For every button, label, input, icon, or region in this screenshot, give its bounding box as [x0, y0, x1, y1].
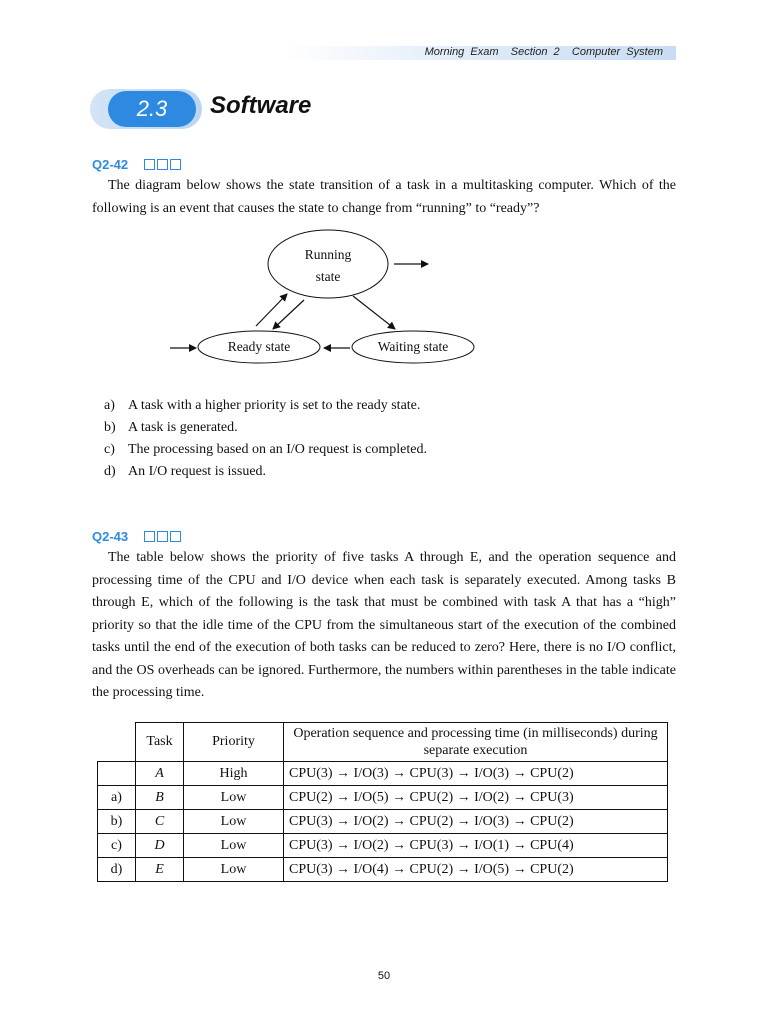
priority-cell: Low: [184, 834, 284, 858]
sequence-cell: CPU(3) → I/O(3) → CPU(3) → I/O(3) → CPU(2): [284, 762, 668, 786]
checkbox-icon: [144, 159, 155, 170]
priority-cell: Low: [184, 858, 284, 882]
section-title: Software: [210, 92, 312, 119]
task-cell: C: [136, 810, 184, 834]
table-row: [98, 762, 668, 786]
section-number: 2.3: [108, 91, 196, 127]
table-row: [98, 810, 668, 834]
table-row: [98, 858, 668, 882]
table-header-sequence: Operation sequence and processing time (in milliseconds) during separate execution: [284, 723, 668, 762]
task-cell: A: [136, 762, 184, 786]
table-header-row: [98, 723, 668, 762]
checkbox-icon: [157, 159, 168, 170]
choice-cell: b): [98, 810, 136, 834]
table-row: [98, 786, 668, 810]
task-cell: E: [136, 858, 184, 882]
choice-cell: a): [98, 786, 136, 810]
running-header: Morning Exam Section 2 Computer System: [424, 46, 663, 58]
ready-to-running-arrow: [256, 294, 287, 326]
answer-choice: c) The processing based on an I/O request is completed.: [104, 442, 427, 457]
sequence-cell: CPU(3) → I/O(4) → CPU(2) → I/O(5) → CPU(2): [284, 858, 668, 882]
question-id-label: Q2-43: [92, 529, 129, 544]
running-state-label-line2: state: [315, 269, 341, 284]
sequence-cell: CPU(3) → I/O(2) → CPU(3) → I/O(1) → CPU(4): [284, 834, 668, 858]
state-transition-diagram: [160, 228, 490, 368]
question-id-q2-42: [92, 157, 183, 172]
task-table: [97, 722, 668, 882]
priority-cell: Low: [184, 810, 284, 834]
choice-cell: d): [98, 858, 136, 882]
checkbox-icon: [170, 531, 181, 542]
running-state-label-line1: Running: [304, 247, 352, 262]
answer-choice: b) A task is generated.: [104, 420, 238, 435]
table-blank-cell: [98, 723, 136, 762]
checkbox-group: [144, 157, 183, 172]
table-header-priority: Priority: [184, 723, 284, 762]
ready-state-label: Ready state: [227, 339, 291, 354]
task-cell: B: [136, 786, 184, 810]
checkbox-group: [144, 529, 183, 544]
table-header-task: Task: [136, 723, 184, 762]
question-id-q2-43: [92, 529, 183, 544]
checkbox-icon: [170, 159, 181, 170]
question-id-label: Q2-42: [92, 157, 129, 172]
running-state-node: [268, 230, 388, 298]
answer-choice: a) A task with a higher priority is set to the ready state.: [104, 398, 421, 413]
answer-choices-q2-42: [104, 395, 427, 483]
choice-cell: c): [98, 834, 136, 858]
choice-cell: [98, 762, 136, 786]
task-cell: D: [136, 834, 184, 858]
checkbox-icon: [157, 531, 168, 542]
question-text-q2-42: The diagram below shows the state transition of a task in a multitasking computer. Which of the following is an event that causes the state to change from “running” to “ready”?: [92, 178, 676, 216]
priority-cell: Low: [184, 786, 284, 810]
checkbox-icon: [144, 531, 155, 542]
question-text-q2-43: The table below shows the priority of five tasks A through E, and the operation sequence and processing time of the CPU and I/O device when each task is separately executed. Among tasks B through E, which of the following is the task that must be combined with task A that has a “high” priority so that the idle time of the CPU from the simultaneous start of the execution of the combined tasks until the end of the execution of both tasks can be reduced to zero? Here, there is no I/O conflict, and the OS overheads can be ignored. Furthermore, the numbers within parentheses in the table indicate the processing time.: [92, 550, 676, 700]
waiting-state-label: Waiting state: [377, 339, 449, 354]
table-row: [98, 834, 668, 858]
sequence-cell: CPU(3) → I/O(2) → CPU(2) → I/O(3) → CPU(2): [284, 810, 668, 834]
answer-choice: d) An I/O request is issued.: [104, 464, 267, 479]
running-to-waiting-arrow: [353, 296, 395, 329]
priority-cell: High: [184, 762, 284, 786]
page-number: 50: [377, 970, 391, 982]
sequence-cell: CPU(2) → I/O(5) → CPU(2) → I/O(2) → CPU(3): [284, 786, 668, 810]
